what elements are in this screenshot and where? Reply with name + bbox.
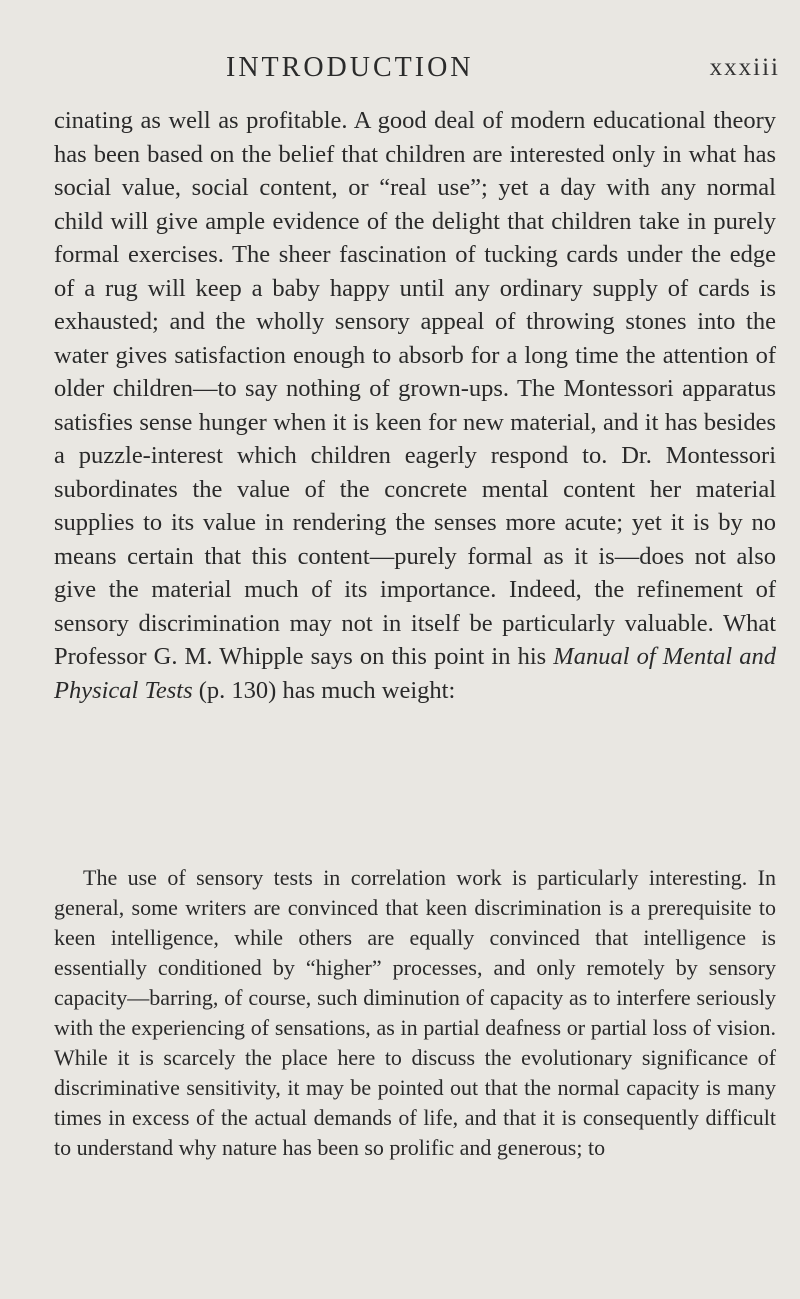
quotation-text: The use of sensory tests in correlation work is particularly interesting. In general, some writers are convinced that keen discrimination is a prerequisite to keen intelligence, while others are equally convinced that intelligence is essentially conditioned by “higher” processes, and only remotely by sensory capacity—barring, of course, such diminution of capacity as to interfere seriously with the experiencing of sensations, as in partial deafness or partial loss of vision. While it is scarcely the place here to discuss the evolutionary significance of discriminative sensitivity, it may be pointed out that the normal capacity is many times in excess of the actual demands of life, and that it is consequently difficult to understand why nature has been so prolific and generous; to (54, 865, 776, 1160)
block-quotation (54, 863, 776, 1163)
body-paragraph (54, 104, 776, 707)
page-header (0, 52, 800, 92)
page-number: xxxiii (709, 54, 780, 81)
paragraph-text (54, 104, 776, 707)
running-head: INTRODUCTION (226, 52, 474, 83)
paragraph-text-before-title: cinating as well as profitable. A good deal of modern educational theory has been based on the belief that children are interested only in what has social value, social content, or “real use”; yet a day with any normal child will give ample evidence of the delight that children take in purely formal exercises. The sheer fascination of tucking cards under the edge of a rug will keep a baby happy until any ordinary supply of cards is exhausted; and the wholly sensory appeal of throwing stones into the water gives satisfaction enough to absorb for a long time the attention of older children—to say nothing of grown-ups. The Montessori apparatus satisfies sense hunger when it is keen for new material, and it has besides a puzzle-interest which children eagerly respond to. Dr. Montessori subordinates the value of the concrete mental content her material supplies to its value in rendering the senses more acute; yet it is by no means certain that this content—purely formal as it is—does not also give the material much of its importance. Indeed, the refinement of sensory discrimination may not in itself be particularly valuable. What Professor G. M. Whipple says on this point in his (54, 107, 776, 670)
book-title: Manual of Mental and Physical Tests (54, 643, 776, 704)
paragraph-text-after-title: (p. 130) has much weight: (192, 676, 456, 704)
